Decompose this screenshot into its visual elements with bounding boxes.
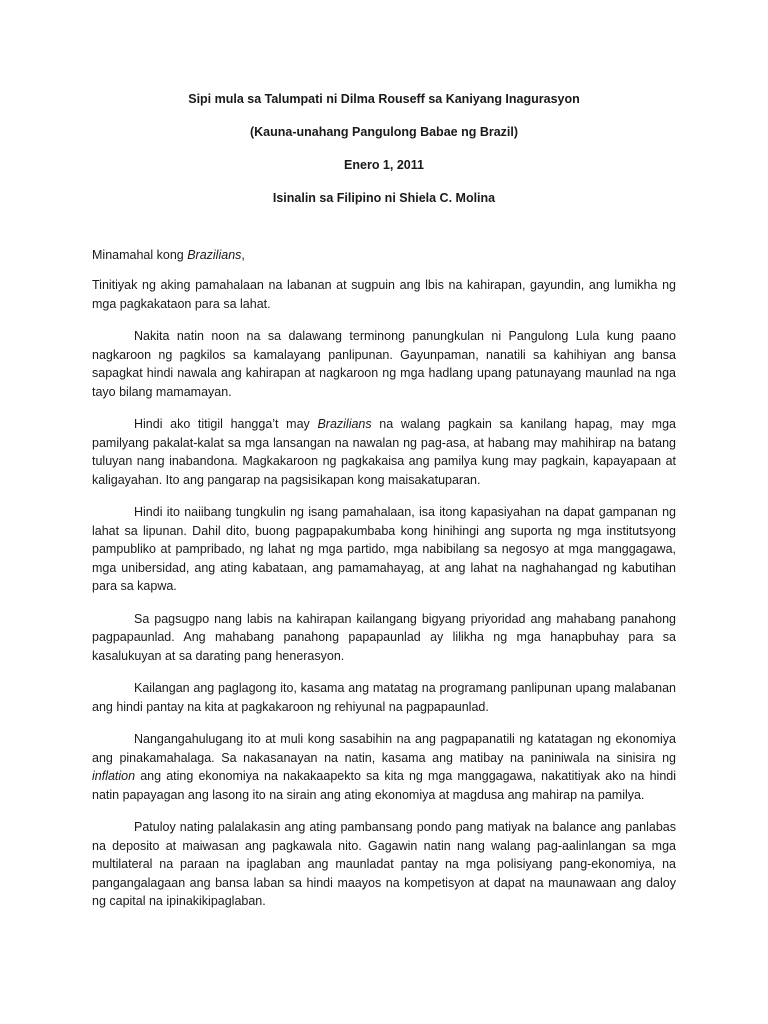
paragraph-7-text-a: Nangangahulugang ito at muli kong sasabihin na ang pagpapanatili ng katatagan ng ekonomiya ang pinakamahalaga. Sa nakasanayan na natin, kasama ang matibay na paniniwala na sinisira ng	[92, 732, 676, 765]
document-date: Enero 1, 2011	[344, 158, 424, 172]
paragraph-8: Patuloy nating palalakasin ang ating pambansang pondo pang matiyak na balance ang panlabas na deposito at maiwasan ang pagkawala nito. Gagawin natin nang walang pag-aalinlangan sa mga multilateral na paraan na ipaglaban ang maunladat pantay na mga polisiyang pang-ekonomiya, na pangangalagaan ang bansa laban sa hindi maayos na kompetisyon at dapat na maunawaan ang daloy ng capital na ipinakikipaglaban.	[92, 820, 676, 908]
paragraph-2: Nakita natin noon na sa dalawang terminong panungkulan ni Pangulong Lula kung paano nagkaroon ng pagkilos sa kamalayang panlipunan. Gayunpaman, nanatili sa kahihiyan ang bansa sapagkat hindi nawala ang kahirapan at nagkaroon ng mga hadlang upang patunayang maunlad na nga tayo bilang mamamayan.	[92, 329, 676, 399]
paragraph-3-text-a: Hindi ako titigil hangga’t may	[134, 417, 318, 431]
document-subtitle: (Kauna-unahang Pangulong Babae ng Brazil)	[249, 125, 519, 139]
paragraph-5: Sa pagsugpo nang labis na kahirapan kailangang bigyang priyoridad ang mahabang panahong pagpapaunlad. Ang mahabang panahong papapaunlad ay lilikha ng mga hanapbuhay para sa kasalukuyan at sa darating pang henerasyon.	[92, 611, 676, 663]
paragraph-1: Tinitiyak ng aking pamahalaan na labanan at sugpuin ang lbis na kahirapan, gayundin, ang lumikha ng mga pagkakataon para sa lahat.	[92, 278, 676, 311]
salutation	[92, 246, 676, 264]
paragraph-3-text-b: na walang pagkain sa kanilang hapag, may mga pamilyang pakalat-kalat sa mga lansangan na nawalan ng pag-asa, at habang may mahihirap na batang tuluyan nang inabandona. Magkakaroon ng pagkakaisa ang pamilya kung may pagkain, kapayapaan at kaligayahan. Ito ang pangarap na pagsisikapan kong maisakatuparan.	[92, 417, 676, 487]
document-header	[92, 92, 676, 206]
salutation-prefix: Minamahal kong	[92, 248, 188, 262]
paragraph-4: Hindi ito naiibang tungkulin ng isang pamahalaan, isa itong kapasiyahan na dapat gampanan ng lahat sa lipunan. Dahil dito, buong pagpapakumbaba kong hinihingi ang suporta ng mga institutsyong pampubliko at pampribado, ng lahat ng mga partido, mga nabibilang sa negosyo at mga manggagawa, mga unibersidad, ang ating kabataan, ang pamamahayag, at ang lahat na naghahangad ng kabutihan para sa kapwa.	[92, 505, 676, 593]
document-title: Sipi mula sa Talumpati ni Dilma Rouseff sa Kaniyang Inagurasyon	[188, 92, 580, 106]
paragraph-7-emphasis: inflation	[92, 769, 136, 783]
salutation-suffix: ,	[241, 248, 245, 262]
translator-credit: Isinalin sa Filipino ni Shiela C. Molina	[272, 191, 496, 205]
paragraph-7-text-b: ang ating ekonomiya na nakakaapekto sa kita ng mga manggagawa, nakatitiyak ako na hindi natin papayagan ang lasong ito na sirain ang ating ekonomiya at magdusa ang mahirap na pamilya.	[92, 769, 676, 802]
paragraph-3	[92, 415, 676, 489]
paragraph-3-emphasis: Brazilians	[317, 417, 372, 431]
paragraph-6: Kailangan ang paglagong ito, kasama ang matatag na programang panlipunan upang malabanan ang hindi pantay na kita at pagkakaroon ng rehiyunal na pagpapaunlad.	[92, 681, 676, 714]
paragraph-7	[92, 730, 676, 804]
salutation-emphasis: Brazilians	[187, 248, 242, 262]
